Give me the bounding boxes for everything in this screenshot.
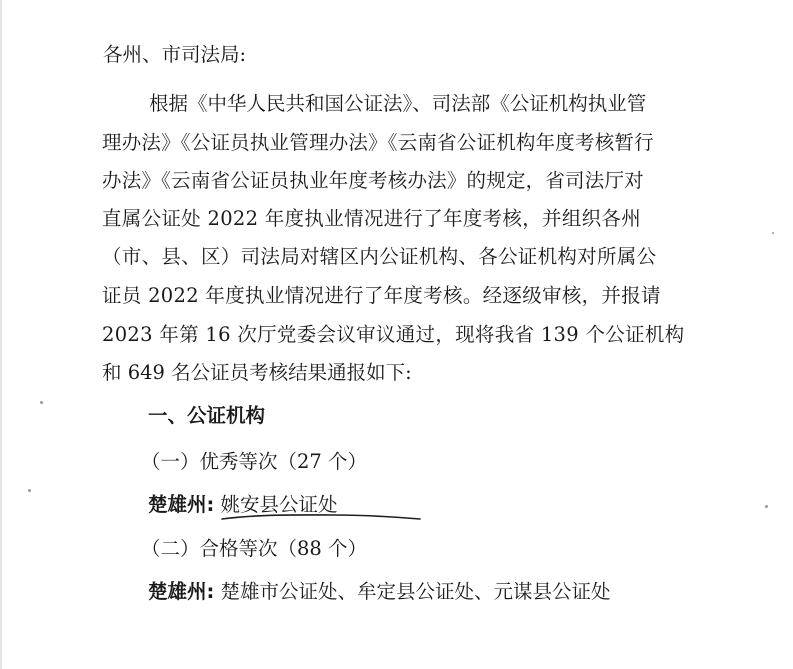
greeting-line: 各州、市司法局: bbox=[103, 43, 247, 66]
scan-speck bbox=[28, 489, 31, 492]
region-label: 楚雄州: bbox=[148, 493, 215, 516]
entry-list: 楚雄市公证处、牟定县公证处、元谋县公证处 bbox=[214, 580, 611, 603]
paragraph-line: 2023 年第 16 次厅党委会议审议通过，现将我省 139 个公证机构 bbox=[102, 323, 685, 346]
category-row-qualified bbox=[148, 579, 611, 605]
page-edge-shadow bbox=[0, 0, 2, 669]
paragraph-line: 理办法》《公证员执业管理办法》《云南省公证机构年度考核暂行 bbox=[102, 131, 654, 154]
paragraph-line: 直属公证处 2022 年度执业情况进行了年度考核，并组织各州 bbox=[102, 207, 642, 230]
paragraph-line: 办法》《云南省公证员执业年度考核办法》的规定，省司法厅对 bbox=[102, 169, 644, 192]
paragraph-line: 和 649 名公证员考核结果通报如下: bbox=[102, 361, 412, 384]
category-title-qualified: （二）合格等次（88 个） bbox=[141, 537, 368, 560]
paragraph-line: 证员 2022 年度执业情况进行了年度考核。经逐级审核，并报请 bbox=[102, 284, 661, 307]
category-row-excellent bbox=[148, 492, 338, 518]
paragraph-line: （市、县、区）司法局对辖区内公证机构、各公证机构对所属公 bbox=[102, 245, 657, 268]
section-heading: 一、公证机构 bbox=[148, 404, 266, 427]
paragraph-line: 根据《中华人民共和国公证法》、司法部《公证机构执业管 bbox=[149, 92, 647, 115]
entry-list: 姚安县公证处 bbox=[214, 493, 338, 516]
region-label: 楚雄州: bbox=[148, 580, 215, 603]
scan-speck bbox=[772, 232, 774, 234]
category-title-excellent: （一）优秀等次（27 个） bbox=[141, 450, 368, 473]
scan-speck bbox=[765, 505, 768, 508]
scan-speck bbox=[40, 401, 43, 404]
